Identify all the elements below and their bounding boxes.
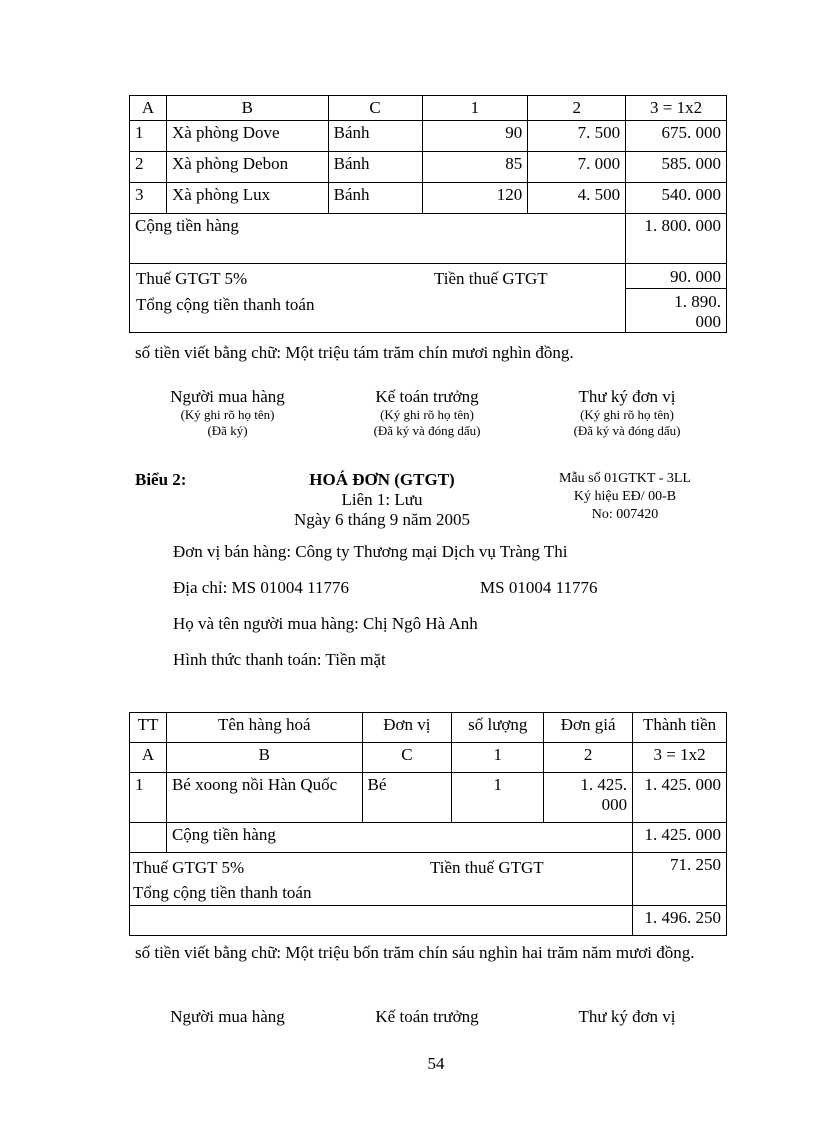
signature-status: (Đã ký và đóng dấu) (573, 423, 681, 438)
cell-price: 4. 500 (528, 183, 626, 214)
cell-qty: 85 (422, 152, 528, 183)
cell-qty: 90 (422, 121, 528, 152)
subtotal-label: Cộng tiền hàng (130, 214, 626, 264)
invoice-copy: Liên 1: Lưu (341, 490, 423, 509)
cell-unit: Bé (362, 773, 452, 823)
cell-unit: Bánh (328, 183, 422, 214)
cell-index: 2 (130, 152, 167, 183)
signature-title: Kế toán trưởng (375, 387, 479, 406)
vat-label: Thuế GTGT 5% (136, 269, 248, 288)
vat-total-values (626, 264, 727, 333)
invoice-table-1 (129, 95, 727, 333)
vat-value: 71. 250 (633, 853, 727, 906)
invoice-symbol: Ký hiệu EĐ/ 00-B (573, 489, 677, 504)
subtotal-label: Cộng tiền hàng (166, 823, 632, 853)
cell-item: Xà phòng Dove (166, 121, 328, 152)
payment-line: Hình thức thanh toán: Tiền mặt (173, 650, 386, 669)
cell-price: 7. 500 (528, 121, 626, 152)
signature-note: (Ký ghi rõ họ tên) (380, 407, 474, 422)
signature-note: (Ký ghi rõ họ tên) (180, 407, 275, 422)
signature-title: Người mua hàng (170, 387, 285, 406)
grand-total-row (130, 906, 727, 936)
col-header: Tên hàng hoá (166, 713, 362, 743)
table-row (130, 121, 727, 152)
cell-amount: 540. 000 (626, 183, 727, 214)
signature-status: (Đã ký) (207, 423, 248, 438)
invoice-title: HOÁ ĐƠN (GTGT) (309, 470, 455, 489)
cell-unit: Bánh (328, 121, 422, 152)
buyer-line: Họ và tên người mua hàng: Chị Ngô Hà Anh (173, 614, 478, 633)
vat-total-row (130, 853, 727, 906)
subtotal-value: 1. 425. 000 (633, 823, 727, 853)
col-subheader: A (130, 743, 167, 773)
invoice-date: Ngày 6 tháng 9 năm 2005 (293, 510, 471, 529)
total-label: Tổng cộng tiền thanh toán (136, 295, 315, 314)
col-header: Đơn vị (362, 713, 452, 743)
cell-price: 7. 000 (528, 152, 626, 183)
seller-line: Đơn vị bán hàng: Công ty Thương mại Dịch vụ Tràng Thi (173, 542, 568, 561)
vat-amount-label: Tiền thuế GTGT (430, 858, 544, 877)
col-header: C (328, 96, 422, 121)
subtotal-value: 1. 800. 000 (626, 214, 727, 264)
empty-cell (130, 823, 167, 853)
cell-index: 3 (130, 183, 167, 214)
table-subheader-row (130, 743, 727, 773)
col-subheader: B (166, 743, 362, 773)
total-value: 1. 890. 000 (674, 292, 721, 331)
col-subheader: 2 (544, 743, 633, 773)
cell-item: Xà phòng Debon (166, 152, 328, 183)
vat-total-labels (130, 853, 633, 906)
signature-buyer-2: Người mua hàng (170, 1007, 285, 1026)
table-header-row (130, 713, 727, 743)
subtotal-row (130, 823, 727, 853)
cell-unit: Bánh (328, 152, 422, 183)
col-header: TT (130, 713, 167, 743)
vat-value: 90. 000 (626, 264, 726, 289)
cell-amount: 585. 000 (626, 152, 727, 183)
vat-total-labels (130, 264, 626, 333)
signature-title: Thư ký đơn vị (578, 387, 676, 406)
table-row (130, 152, 727, 183)
cell-amount: 675. 000 (626, 121, 727, 152)
table-row (130, 183, 727, 214)
cell-qty: 1 (452, 773, 544, 823)
cell-item: Xà phòng Lux (166, 183, 328, 214)
col-header: 2 (528, 96, 626, 121)
amount-in-words-1: số tiền viết bằng chữ: Một triệu tám trăm chín mươi nghìn đồng. (135, 343, 574, 362)
col-header: A (130, 96, 167, 121)
total-label: Tổng cộng tiền thanh toán (133, 883, 312, 902)
signature-secretary-2: Thư ký đơn vị (578, 1007, 676, 1026)
col-subheader: C (362, 743, 452, 773)
address-line: Địa chỉ: MS 01004 11776 (173, 578, 349, 597)
invoice-title-block (262, 470, 502, 530)
col-header: Đơn giá (544, 713, 633, 743)
vat-label: Thuế GTGT 5% (133, 858, 245, 877)
cell-price: 1. 425. 000 (544, 773, 633, 823)
signature-chief-accountant (337, 387, 517, 439)
subtotal-row (130, 214, 727, 264)
cell-index: 1 (130, 773, 167, 823)
signature-secretary (537, 387, 717, 439)
empty-cell (130, 906, 633, 936)
total-value: 1. 496. 250 (633, 906, 727, 936)
col-header: số lượng (452, 713, 544, 743)
cell-index: 1 (130, 121, 167, 152)
signature-buyer (140, 387, 315, 439)
table-row (130, 773, 727, 823)
vat-amount-label: Tiền thuế GTGT (434, 269, 548, 288)
form-number: Mẫu số 01GTKT - 3LL (559, 471, 691, 486)
page-number: 54 (427, 1054, 445, 1073)
col-header: B (166, 96, 328, 121)
cell-qty: 120 (422, 183, 528, 214)
cell-amount: 1. 425. 000 (633, 773, 727, 823)
amount-in-words-2: số tiền viết bằng chữ: Một triệu bốn trăm chín sáu nghìn hai trăm năm mươi đồng. (135, 943, 695, 962)
invoice-label: Biểu 2: (135, 470, 187, 489)
col-subheader: 3 = 1x2 (633, 743, 727, 773)
col-header: Thành tiền (633, 713, 727, 743)
invoice-number: No: 007420 (591, 507, 659, 522)
col-subheader: 1 (452, 743, 544, 773)
col-header: 1 (422, 96, 528, 121)
signature-note: (Ký ghi rõ họ tên) (580, 407, 674, 422)
vat-total-row (130, 264, 727, 333)
table-header-row (130, 96, 727, 121)
invoice-meta (530, 470, 720, 524)
signature-chief-accountant-2: Kế toán trưởng (375, 1007, 479, 1026)
col-header: 3 = 1x2 (626, 96, 727, 121)
cell-item: Bé xoong nồi Hàn Quốc (166, 773, 362, 823)
signature-status: (Đã ký và đóng dấu) (373, 423, 481, 438)
invoice-table-2 (129, 712, 727, 936)
tax-code: MS 01004 11776 (480, 578, 598, 597)
